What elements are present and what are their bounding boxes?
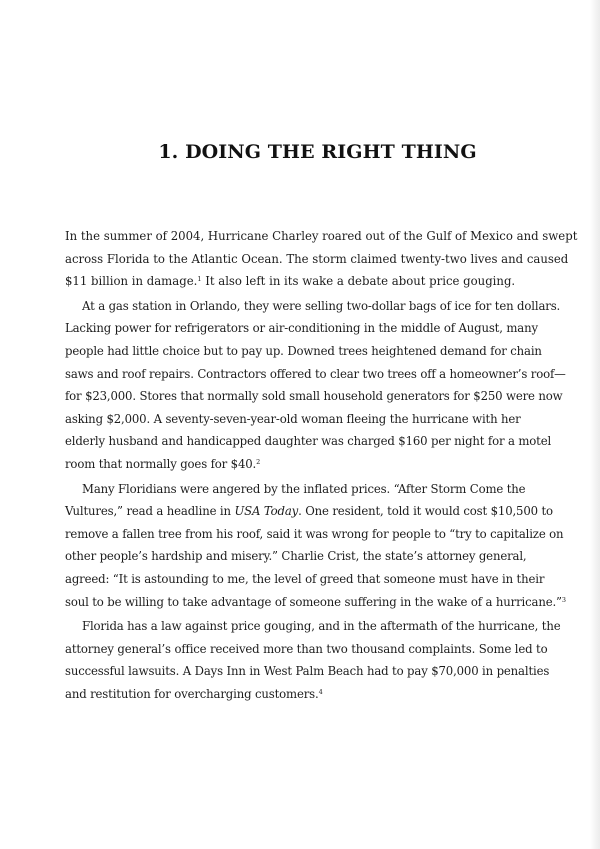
paragraph-text: $11 billion in damage. <box>65 274 198 289</box>
paragraph-line: agreed: “It is astounding to me, the level of greed that someone must have in their <box>65 571 545 586</box>
paragraph-line <box>65 683 570 706</box>
paragraph-text: soul to be willing to take advantage of someone suffering in the wake of a hurricane.” <box>65 594 562 609</box>
paragraph-line: asking $2,000. A seventy-seven-year-old woman fleeing the hurricane with her <box>65 411 521 426</box>
paragraph-line: for $23,000. Stores that normally sold small household generators for $250 were now <box>65 389 563 404</box>
footnote-ref-2[interactable]: 2 <box>256 457 261 466</box>
paragraph-line: attorney general’s office received more than two thousand complaints. Some led to <box>65 641 548 656</box>
paragraph-line: At a gas station in Orlando, they were selling two-dollar bags of ice for ten dollars. <box>82 298 561 313</box>
footnote-ref-1[interactable]: 1 <box>197 275 202 284</box>
paragraph-line: remove a fallen tree from his roof, said it was wrong for people to “try to capitalize on <box>65 526 564 541</box>
paragraph-line: saws and roof repairs. Contractors offered to clear two trees off a homeowner’s roof— <box>65 366 566 381</box>
paragraph-3 <box>65 478 570 614</box>
chapter-body <box>65 225 578 707</box>
paragraph-line: people had little choice but to pay up. Downed trees heightened demand for chain <box>65 343 542 358</box>
paragraph-line <box>65 500 570 523</box>
paragraph-2 <box>65 295 570 476</box>
footnote-ref-3[interactable]: 3 <box>561 595 566 604</box>
paragraph-1 <box>65 225 578 293</box>
paragraph-line: Lacking power for refrigerators or air-conditioning in the middle of August, many <box>65 321 538 336</box>
paragraph-line <box>65 453 570 476</box>
paragraph-line: across Florida to the Atlantic Ocean. The storm claimed twenty-two lives and caused <box>65 251 569 266</box>
paragraph-line: Many Floridians were angered by the inflated prices. “After Storm Come the <box>82 481 526 496</box>
paragraph-line: successful lawsuits. A Days Inn in West Palm Beach had to pay $70,000 in penalties <box>65 664 550 679</box>
paragraph-4 <box>65 615 570 705</box>
chapter-title: 1. DOING THE RIGHT THING <box>158 141 477 163</box>
paragraph-line: Florida has a law against price gouging, and in the aftermath of the hurricane, the <box>82 619 561 634</box>
newspaper-title: USA Today <box>234 504 299 519</box>
paragraph-text: Vultures,” read a headline in <box>65 504 235 519</box>
paragraph-line <box>65 591 570 614</box>
paragraph-text: It also left in its wake a debate about price gouging. <box>201 274 516 289</box>
page-edge-shadow <box>590 0 600 849</box>
footnote-ref-4[interactable]: 4 <box>318 687 323 696</box>
paragraph-line: In the summer of 2004, Hurricane Charley roared out of the Gulf of Mexico and swept <box>65 229 578 243</box>
paragraph-text: . One resident, told it would cost $10,500 to <box>298 504 553 519</box>
paragraph-text: room that normally goes for $40. <box>65 456 257 471</box>
paragraph-line <box>65 270 570 293</box>
paragraph-line: other people’s hardship and misery.” Charlie Crist, the state’s attorney general, <box>65 549 527 564</box>
paragraph-line: elderly husband and handicapped daughter was charged $160 per night for a motel <box>65 434 552 449</box>
paragraph-text: and restitution for overcharging customers. <box>65 686 319 701</box>
